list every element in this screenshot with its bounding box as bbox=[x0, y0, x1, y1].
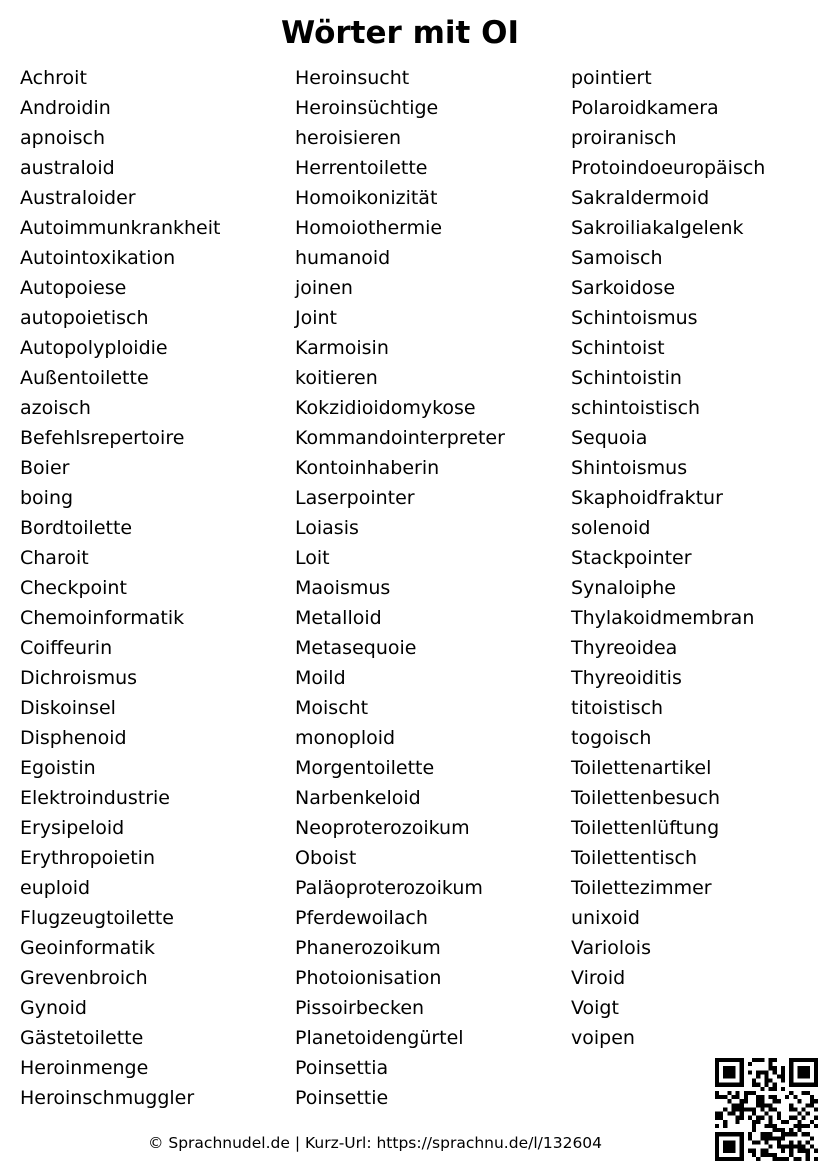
word-column-3 bbox=[571, 63, 811, 1053]
list-item: Pissoirbecken bbox=[295, 997, 425, 1019]
list-item: Erythropoietin bbox=[20, 847, 155, 869]
list-item: Australoider bbox=[20, 187, 136, 209]
list-item: Thyreoiditis bbox=[571, 667, 682, 689]
list-item: Narbenkeloid bbox=[295, 787, 421, 809]
list-item: Moischt bbox=[295, 697, 369, 719]
list-item: unixoid bbox=[571, 907, 640, 929]
list-item: Befehlsrepertoire bbox=[20, 427, 185, 449]
list-item: Dichroismus bbox=[20, 667, 138, 689]
list-item: Protoindoeuropäisch bbox=[571, 157, 766, 179]
list-item: Kontoinhaberin bbox=[295, 457, 440, 479]
list-item: Planetoidengürtel bbox=[295, 1027, 464, 1049]
list-item: voipen bbox=[571, 1027, 635, 1049]
list-item: Phanerozoikum bbox=[295, 937, 441, 959]
list-item: Neoproterozoikum bbox=[295, 817, 470, 839]
list-item: Metasequoie bbox=[295, 637, 417, 659]
list-item: Herrentoilette bbox=[295, 157, 428, 179]
list-item: Disphenoid bbox=[20, 727, 127, 749]
list-item: Grevenbroich bbox=[20, 967, 148, 989]
list-item: Schintoistin bbox=[571, 367, 682, 389]
list-item: Skaphoidfraktur bbox=[571, 487, 723, 509]
list-item: Joint bbox=[295, 307, 337, 329]
list-item: Außentoilette bbox=[20, 367, 149, 389]
list-item: Pferdewoilach bbox=[295, 907, 428, 929]
list-item: Boier bbox=[20, 457, 70, 479]
list-item: Egoistin bbox=[20, 757, 96, 779]
footer-credit: © Sprachnudel.de | Kurz-Url: https://sprachnu.de/l/132604 bbox=[147, 1134, 603, 1152]
list-item: pointiert bbox=[571, 67, 652, 89]
list-item: Stackpointer bbox=[571, 547, 692, 569]
list-item: Toilettenlüftung bbox=[571, 817, 720, 839]
qr-code bbox=[715, 1058, 818, 1161]
list-item: Laserpointer bbox=[295, 487, 415, 509]
list-item: Coiffeurin bbox=[20, 637, 113, 659]
list-item: Autopolyploidie bbox=[20, 337, 168, 359]
list-item: Heroinschmuggler bbox=[20, 1087, 195, 1109]
list-item: Sakroiliakalgelenk bbox=[571, 217, 744, 239]
list-item: heroisieren bbox=[295, 127, 402, 149]
page-title: Wörter mit OI bbox=[280, 15, 520, 51]
list-item: Sarkoidose bbox=[571, 277, 676, 299]
list-item: schintoistisch bbox=[571, 397, 701, 419]
list-item: togoisch bbox=[571, 727, 652, 749]
list-item: Achroit bbox=[20, 67, 87, 89]
list-item: Gästetoilette bbox=[20, 1027, 144, 1049]
list-item: boing bbox=[20, 487, 74, 509]
word-column-1 bbox=[20, 63, 280, 1113]
list-item: Kokzidioidomykose bbox=[295, 397, 476, 419]
list-item: koitieren bbox=[295, 367, 378, 389]
list-item: Polaroidkamera bbox=[571, 97, 719, 119]
list-item: Sequoia bbox=[571, 427, 648, 449]
list-item: Erysipeloid bbox=[20, 817, 125, 839]
list-item: humanoid bbox=[295, 247, 391, 269]
list-item: Gynoid bbox=[20, 997, 87, 1019]
list-item: Homoikonizität bbox=[295, 187, 438, 209]
list-item: Checkpoint bbox=[20, 577, 127, 599]
list-item: Loiasis bbox=[295, 517, 359, 539]
list-item: Diskoinsel bbox=[20, 697, 116, 719]
list-item: Autointoxikation bbox=[20, 247, 176, 269]
list-item: euploid bbox=[20, 877, 91, 899]
list-item: Flugzeugtoilette bbox=[20, 907, 174, 929]
list-item: Schintoismus bbox=[571, 307, 698, 329]
list-item: azoisch bbox=[20, 397, 91, 419]
list-item: Heroinmenge bbox=[20, 1057, 149, 1079]
list-item: Morgentoilette bbox=[295, 757, 435, 779]
list-item: Metalloid bbox=[295, 607, 382, 629]
list-item: Oboist bbox=[295, 847, 357, 869]
list-item: solenoid bbox=[571, 517, 651, 539]
list-item: Kommandointerpreter bbox=[295, 427, 505, 449]
list-item: autopoietisch bbox=[20, 307, 149, 329]
list-item: Paläoproterozoikum bbox=[295, 877, 483, 899]
list-item: apnoisch bbox=[20, 127, 106, 149]
list-item: Autoimmunkrankheit bbox=[20, 217, 221, 239]
list-item: Samoisch bbox=[571, 247, 663, 269]
list-item: Schintoist bbox=[571, 337, 665, 359]
list-item: Autopoiese bbox=[20, 277, 127, 299]
list-item: Heroinsüchtige bbox=[295, 97, 439, 119]
list-item: Toilettenbesuch bbox=[571, 787, 721, 809]
list-item: Sakraldermoid bbox=[571, 187, 710, 209]
list-item: Variolois bbox=[571, 937, 651, 959]
list-item: Homoiothermie bbox=[295, 217, 443, 239]
list-item: Poinsettie bbox=[295, 1087, 389, 1109]
list-item: monoploid bbox=[295, 727, 396, 749]
list-item: Maoismus bbox=[295, 577, 391, 599]
list-item: Poinsettia bbox=[295, 1057, 389, 1079]
list-item: Synaloiphe bbox=[571, 577, 676, 599]
list-item: Thyreoidea bbox=[571, 637, 678, 659]
list-item: Chemoinformatik bbox=[20, 607, 185, 629]
list-item: Shintoismus bbox=[571, 457, 688, 479]
list-item: Toilettezimmer bbox=[571, 877, 712, 899]
list-item: Loit bbox=[295, 547, 330, 569]
list-item: Moild bbox=[295, 667, 346, 689]
list-item: Toilettentisch bbox=[571, 847, 697, 869]
list-item: Viroid bbox=[571, 967, 626, 989]
list-item: Charoit bbox=[20, 547, 89, 569]
word-column-2 bbox=[295, 63, 565, 1113]
list-item: joinen bbox=[295, 277, 353, 299]
list-item: Photoionisation bbox=[295, 967, 442, 989]
list-item: Thylakoidmembran bbox=[571, 607, 755, 629]
list-item: Geoinformatik bbox=[20, 937, 156, 959]
list-item: Karmoisin bbox=[295, 337, 389, 359]
list-item: Elektroindustrie bbox=[20, 787, 170, 809]
list-item: Voigt bbox=[571, 997, 619, 1019]
list-item: Toilettenartikel bbox=[571, 757, 712, 779]
list-item: australoid bbox=[20, 157, 115, 179]
list-item: Androidin bbox=[20, 97, 111, 119]
list-item: proiranisch bbox=[571, 127, 677, 149]
list-item: Heroinsucht bbox=[295, 67, 410, 89]
list-item: Bordtoilette bbox=[20, 517, 133, 539]
list-item: titoistisch bbox=[571, 697, 664, 719]
